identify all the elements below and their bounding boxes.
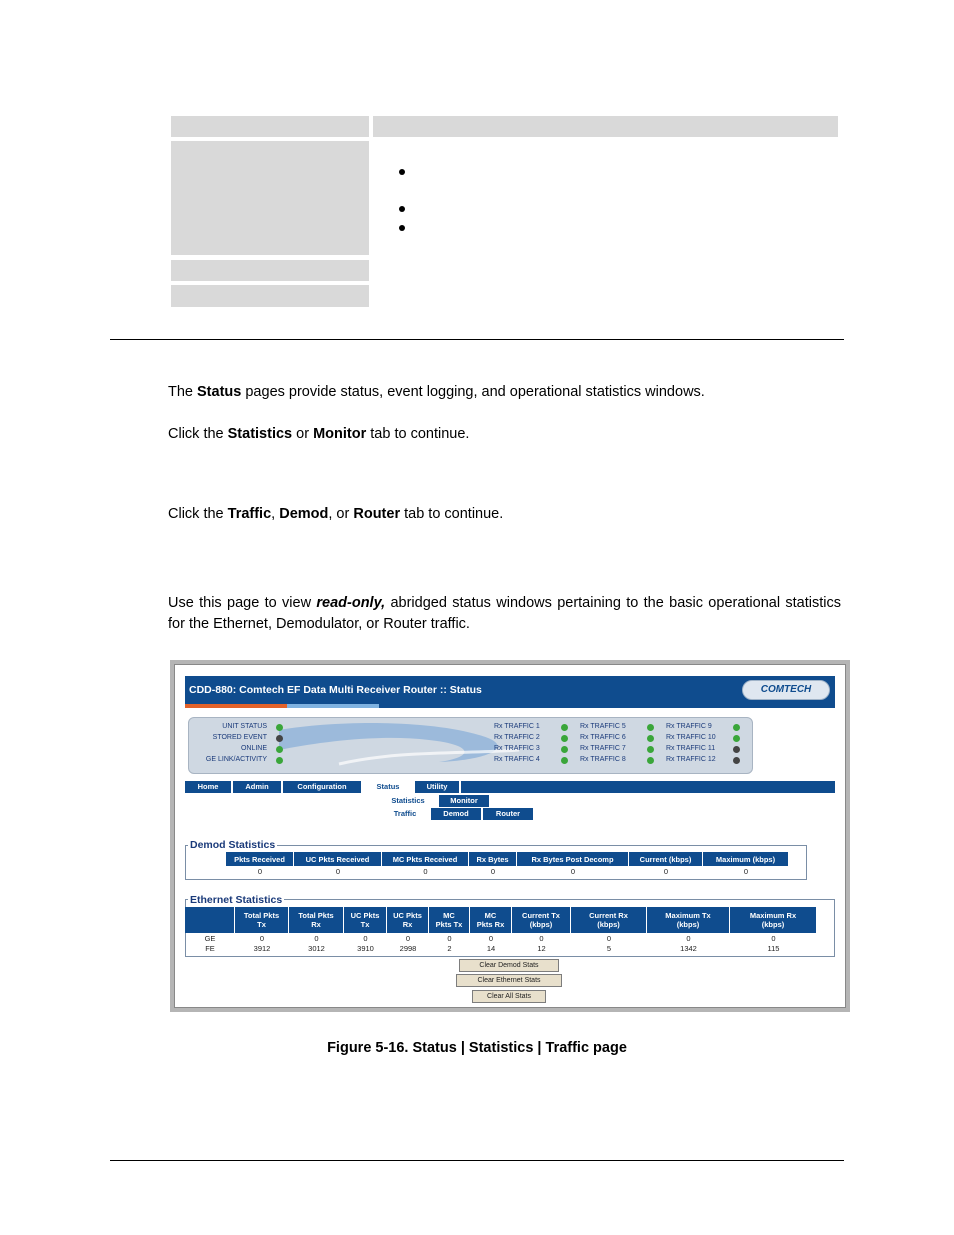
demod-header: Pkts Received	[226, 852, 294, 866]
traffic-led-icon	[733, 746, 740, 753]
bullet-2	[399, 206, 405, 212]
ethernet-header-line1: UC Pkts	[393, 911, 422, 920]
traffic-led-icon	[733, 724, 740, 731]
demod-header: MC Pkts Received	[382, 852, 469, 866]
ethernet-value: 2998	[399, 944, 417, 953]
traffic-led-icon	[647, 724, 654, 731]
paragraph-statistics-tab: Click the Statistics or Monitor tab to continue.	[168, 426, 470, 442]
tab-monitor[interactable]: Monitor	[439, 795, 491, 807]
title-accent-bar	[185, 704, 835, 708]
traffic-led-icon	[561, 757, 568, 764]
paragraph-read-only: Use this page to view read-only, abridged status windows pertaining to the basic operational statistics for the Ethernet, Demodulator, or Router traffic.	[168, 595, 841, 632]
traffic-label: Rx TRAFFIC 3	[494, 745, 540, 752]
demod-header: Rx Bytes Post Decomp	[517, 852, 629, 866]
ethernet-header-port	[185, 907, 235, 933]
ethernet-value: 2	[447, 944, 452, 953]
ethernet-header-line2: Rx	[402, 920, 413, 929]
table-header-cell-2	[373, 116, 838, 137]
ethernet-value: 0	[363, 934, 368, 943]
table-header-cell-1	[171, 116, 369, 137]
status-led-icon	[276, 724, 283, 731]
ethernet-header-line1: Current Rx	[589, 911, 628, 920]
traffic-led-icon	[647, 757, 654, 764]
demod-header: Maximum (kbps)	[703, 852, 789, 866]
traffic-led-icon	[733, 735, 740, 742]
tab-demod[interactable]: Demod	[431, 808, 483, 820]
ethernet-header-line1: UC Pkts	[350, 911, 380, 920]
demod-statistics-title: Demod Statistics	[190, 839, 276, 851]
demod-header: UC Pkts Received	[294, 852, 382, 866]
ethernet-value: 3910	[357, 944, 374, 953]
traffic-label: Rx TRAFFIC 1	[494, 723, 540, 730]
ethernet-header-line2: (kbps)	[676, 920, 700, 929]
traffic-label: Rx TRAFFIC 5	[580, 723, 626, 730]
ethernet-value: 14	[486, 944, 496, 953]
demod-value: 0	[423, 867, 428, 876]
traffic-label: Rx TRAFFIC 6	[580, 734, 626, 741]
ethernet-value: 115	[767, 944, 780, 953]
ethernet-header-line1: Total Pkts	[298, 911, 334, 920]
demod-value: 0	[335, 867, 341, 876]
demod-value: 0	[257, 867, 263, 876]
traffic-label: Rx TRAFFIC 8	[580, 756, 626, 763]
figure-caption: Figure 5-16. Status | Statistics | Traffic page	[327, 1040, 627, 1056]
demod-value: 0	[570, 867, 576, 876]
status-led-icon	[276, 735, 283, 742]
status-led-icon	[276, 746, 283, 753]
traffic-led-icon	[561, 746, 568, 753]
ethernet-header-line2: Tx	[360, 920, 370, 929]
ethernet-header-line1: MC	[443, 911, 455, 920]
demod-value: 0	[663, 867, 669, 876]
tab-traffic[interactable]: Traffic	[381, 808, 431, 820]
ethernet-header	[470, 907, 512, 933]
status-label: ONLINE	[240, 745, 267, 752]
ethernet-value: 3012	[308, 944, 325, 953]
traffic-label: Rx TRAFFIC 12	[666, 756, 716, 763]
ethernet-header-line2: (kbps)	[597, 920, 620, 929]
window-title: CDD-880: Comtech EF Data Multi Receiver Router :: Status	[185, 676, 835, 704]
table-cell-a	[171, 141, 369, 255]
ethernet-header	[730, 907, 817, 933]
table-cell-b	[171, 260, 369, 281]
ethernet-header-line1: Maximum Rx	[749, 911, 797, 920]
ethernet-header	[429, 907, 470, 933]
status-label: STORED EVENT	[212, 734, 267, 741]
traffic-label: Rx TRAFFIC 2	[494, 734, 540, 741]
ethernet-value: 1342	[680, 944, 697, 953]
section-rule-top	[110, 339, 844, 340]
clear-ethernet-stats-button[interactable]: Clear Ethernet Stats	[456, 974, 562, 987]
traffic-label: Rx TRAFFIC 9	[666, 723, 712, 730]
tab-router[interactable]: Router	[483, 808, 535, 820]
ethernet-value: 0	[314, 934, 319, 943]
ethernet-value: 0	[539, 934, 544, 943]
ethernet-header-line1: MC	[484, 911, 497, 920]
comtech-logo: COMTECH	[742, 680, 830, 700]
clear-demod-stats-button[interactable]: Clear Demod Stats	[459, 959, 559, 972]
ethernet-header-line1: Maximum Tx	[665, 911, 711, 920]
ethernet-header-line2: (kbps)	[529, 920, 553, 929]
demod-header: Current (kbps)	[629, 852, 703, 866]
traffic-label: Rx TRAFFIC 4	[494, 756, 540, 763]
status-label: UNIT STATUS	[222, 723, 267, 730]
ethernet-value: 3912	[253, 944, 271, 953]
bullet-1	[399, 169, 405, 175]
ethernet-header	[512, 907, 571, 933]
traffic-led-icon	[561, 735, 568, 742]
traffic-led-icon	[647, 746, 654, 753]
traffic-label: Rx TRAFFIC 11	[666, 745, 716, 752]
paragraph-status-intro: The Status pages provide status, event logging, and operational statistics windows.	[168, 384, 705, 400]
ethernet-value: 5	[606, 944, 612, 953]
demod-value: 0	[490, 867, 496, 876]
ethernet-header	[387, 907, 429, 933]
ethernet-header	[344, 907, 387, 933]
ethernet-value: 12	[537, 944, 546, 953]
ethernet-header	[289, 907, 344, 933]
ethernet-header-line1: Total Pkts	[243, 911, 280, 920]
clear-all-stats-button[interactable]: Clear All Stats	[472, 990, 546, 1003]
ethernet-port-label: GE	[204, 934, 216, 943]
ethernet-header-line2: Rx	[311, 920, 321, 929]
status-label: GE LINK/ACTIVITY	[205, 756, 267, 763]
traffic-led-icon	[561, 724, 568, 731]
tab-admin[interactable]: Admin	[233, 781, 283, 793]
demod-value: 0	[743, 867, 749, 876]
ethernet-statistics-title: Ethernet Statistics	[190, 894, 283, 906]
ethernet-header-line2: Tx	[257, 920, 266, 929]
ethernet-value: 0	[488, 934, 494, 943]
demod-header: Rx Bytes	[469, 852, 517, 866]
traffic-label: Rx TRAFFIC 10	[666, 734, 716, 741]
ethernet-value: 0	[405, 934, 411, 943]
ethernet-header-line1: Current Tx	[522, 911, 560, 920]
tab-status[interactable]: Status	[363, 781, 415, 793]
section-rule-bottom	[110, 1160, 844, 1161]
tab-configuration[interactable]: Configuration	[283, 781, 363, 793]
ethernet-header	[235, 907, 289, 933]
traffic-led-icon	[647, 735, 654, 742]
ethernet-value: 0	[606, 934, 612, 943]
paragraph-traffic-tab: Click the Traffic, Demod, or Router tab to continue.	[168, 506, 504, 522]
tab-statistics[interactable]: Statistics	[379, 795, 439, 807]
tab-utility[interactable]: Utility	[415, 781, 461, 793]
ethernet-port-label: FE	[205, 944, 215, 953]
ethernet-header	[571, 907, 647, 933]
status-led-icon	[276, 757, 283, 764]
bullet-3	[399, 225, 405, 231]
status-panel	[188, 717, 753, 774]
ethernet-header	[647, 907, 730, 933]
figure-screenshot	[170, 660, 850, 1012]
ethernet-header-line2: Pkts Tx	[435, 920, 463, 929]
ethernet-value: 0	[771, 934, 776, 943]
ethernet-header-line2: Pkts Rx	[476, 920, 505, 929]
ethernet-value: 0	[259, 934, 265, 943]
ethernet-value: 0	[686, 934, 691, 943]
traffic-led-icon	[733, 757, 740, 764]
ethernet-value: 0	[447, 934, 452, 943]
tab-home[interactable]: Home	[185, 781, 233, 793]
table-cell-c	[171, 285, 369, 307]
ethernet-header-line2: (kbps)	[761, 920, 785, 929]
traffic-label: Rx TRAFFIC 7	[580, 745, 626, 752]
